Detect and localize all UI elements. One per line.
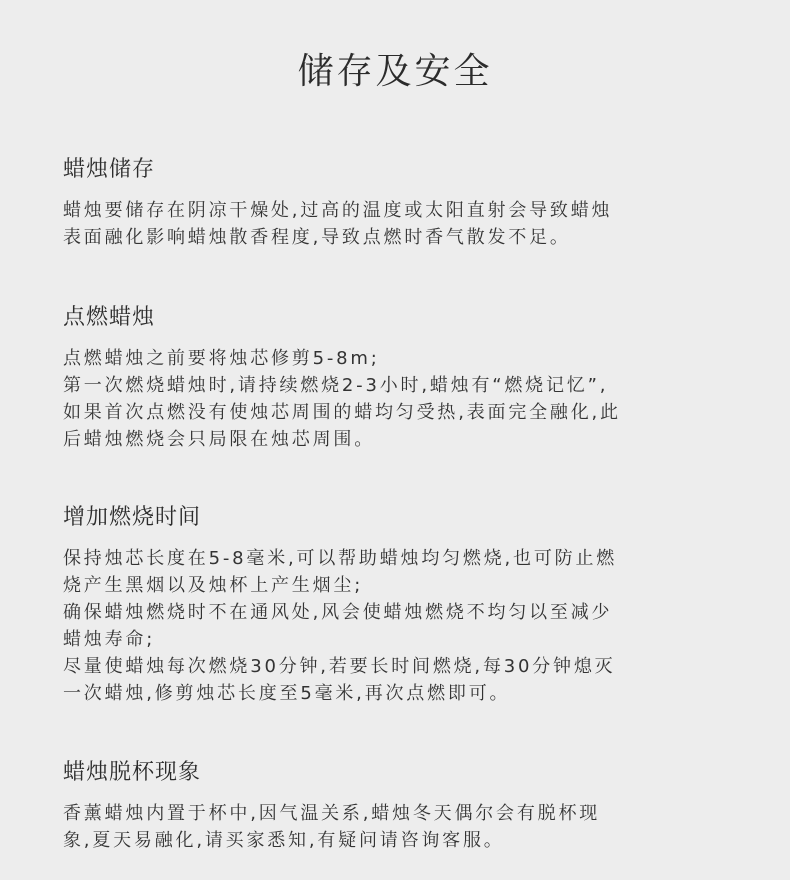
body-line: 尽量使蜡烛每次燃烧30分钟,若要长时间燃烧,每30分钟熄灭 [63,656,616,677]
body-line: 一次蜡烛,修剪烛芯长度至5毫米,再次点燃即可。 [63,683,511,704]
section-heading: 蜡烛脱杯现象 [63,760,202,785]
body-line: 蜡烛要储存在阴凉干燥处,过高的温度或太阳直射会导致蜡烛 [63,200,613,221]
body-line: 蜡烛寿命; [63,629,156,650]
body-line: 表面融化影响蜡烛散香程度,导致点燃时香气散发不足。 [63,227,571,248]
section-heading: 蜡烛储存 [63,157,156,182]
body-line: 保持烛芯长度在5-8毫米,可以帮助蜡烛均匀燃烧,也可防止燃 [63,548,618,569]
section-heading: 增加燃烧时间 [63,505,202,530]
section-cup-detachment [63,758,743,854]
section-body [63,345,743,453]
body-line: 如果首次点燃没有使烛芯周围的蜡均匀受热,表面完全融化,此 [63,402,621,423]
page-title: 储存及安全 [297,51,493,92]
body-line: 象,夏天易融化,请买家悉知,有疑问请咨询客服。 [63,830,505,851]
body-line: 烧产生黑烟以及烛杯上产生烟尘; [63,575,364,596]
section-body [63,197,743,251]
section-heading: 点燃蜡烛 [63,305,156,330]
body-line: 后蜡烛燃烧会只局限在烛芯周围。 [63,429,375,450]
section-body [63,545,743,707]
body-line: 香薰蜡烛内置于杯中,因气温关系,蜡烛冬天偶尔会有脱杯现 [63,803,601,824]
body-line: 第一次燃烧蜡烛时,请持续燃烧2-3小时,蜡烛有“燃烧记忆”, [63,375,609,396]
section-body [63,800,743,854]
body-line: 点燃蜡烛之前要将烛芯修剪5-8m; [63,348,380,369]
body-line: 确保蜡烛燃烧时不在通风处,风会使蜡烛燃烧不均匀以至减少 [63,602,613,623]
section-burn-time [63,503,743,707]
section-candle-storage [63,155,743,251]
section-lighting-candle [63,303,743,453]
